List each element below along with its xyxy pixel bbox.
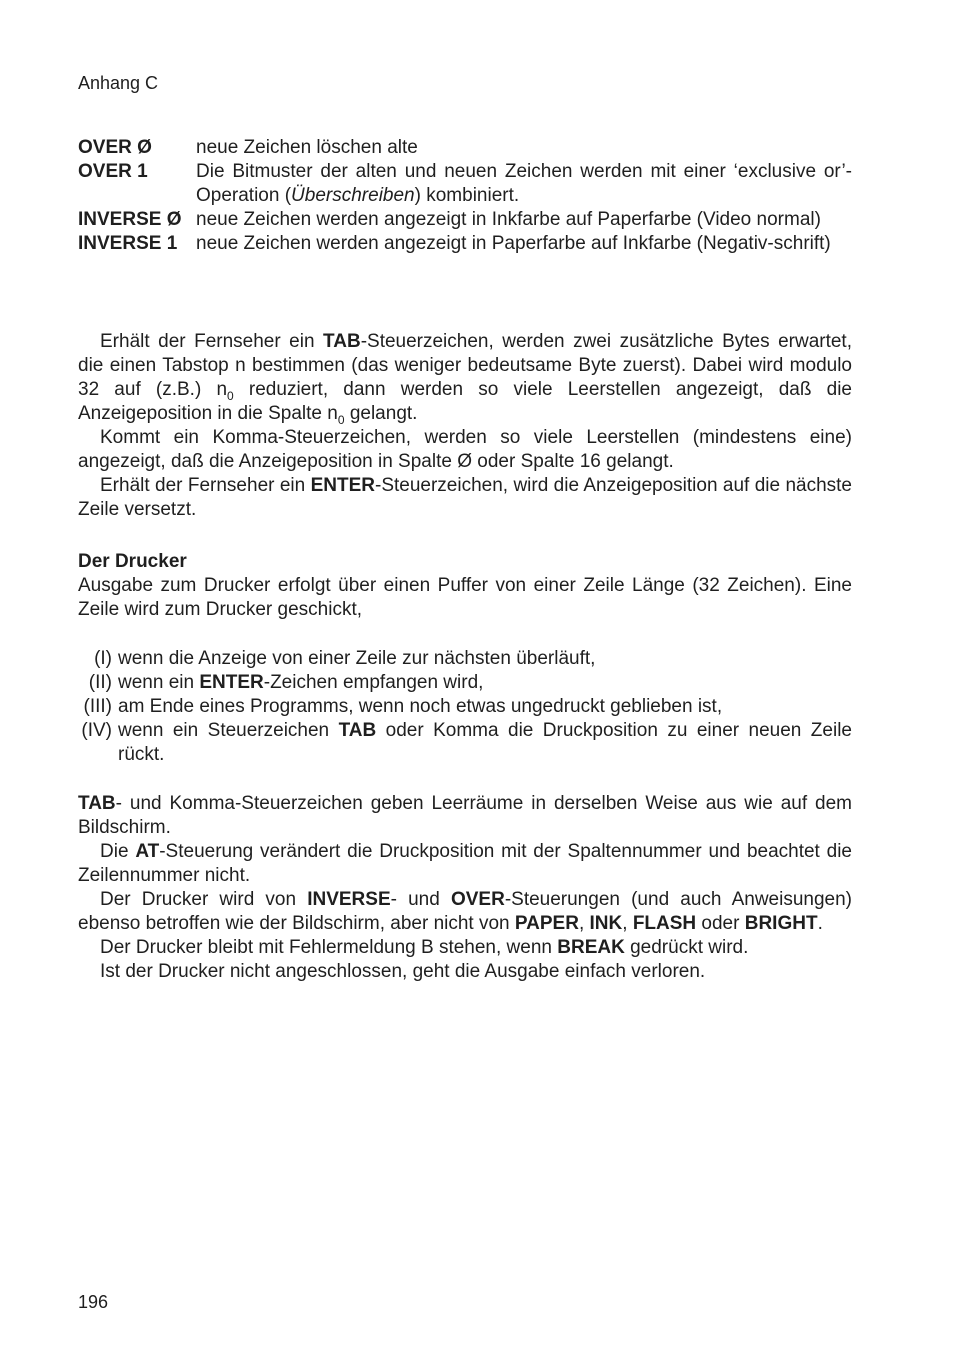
definition-term: OVER 1: [78, 161, 148, 182]
text-run: gelangt.: [344, 403, 418, 424]
lost-paragraph: Ist der Drucker nicht angeschlossen, geht die Ausgabe einfach verloren.: [100, 961, 706, 982]
definition-desc: [196, 160, 852, 208]
definition-list: [78, 136, 852, 256]
subscript: 0: [337, 412, 345, 427]
text-run: Erhält der Fernseher ein: [100, 331, 324, 352]
drucker-section: [78, 550, 852, 622]
list-text: [118, 719, 852, 767]
text-run: .: [817, 913, 823, 934]
keyword: ENTER: [199, 672, 264, 693]
list-text: [118, 671, 852, 695]
text-run: Die Bitmuster der alten und neuen Zeichen werden mit einer ‘exclusive or’-Operation (: [196, 161, 852, 206]
definition-item: [78, 136, 852, 160]
keyword: BRIGHT: [744, 913, 818, 934]
break-paragraph: [78, 936, 852, 960]
text-run: oder: [696, 913, 745, 934]
italic-term: Überschreiben: [291, 185, 415, 206]
text-run: Der Drucker bleibt mit Fehlermeldung B stehen, wenn: [100, 937, 558, 958]
definition-desc: neue Zeichen werden angezeigt in Paperfarbe auf Inkfarbe (Negativ-schrift): [196, 233, 831, 254]
text-run: Der Drucker wird von: [100, 889, 308, 910]
keyword: TAB: [323, 331, 361, 352]
definition-item: [78, 232, 852, 256]
keyword: AT: [135, 841, 160, 862]
list-item: [78, 695, 852, 719]
keyword: TAB: [78, 793, 116, 814]
text-run: reduziert, dann werden so viele Leerstellen angezeigt, daß die Anzeigeposition in die Spalte n: [78, 379, 852, 424]
text-run: ,: [622, 913, 633, 934]
text-run: ,: [578, 913, 590, 934]
list-item: [78, 671, 852, 695]
keyword: INK: [589, 913, 623, 934]
list-text: am Ende eines Programms, wenn noch etwas ungedruckt geblieben ist,: [118, 696, 723, 717]
screen-section: [78, 330, 852, 522]
list-number: (III): [83, 696, 112, 717]
text-run: Die: [100, 841, 136, 862]
section-heading: Der Drucker: [78, 551, 187, 572]
definition-desc: neue Zeichen werden angezeigt in Inkfarbe auf Paperfarbe (Video normal): [196, 209, 821, 230]
text-run: Erhält der Fernseher ein: [100, 475, 311, 496]
text-run: wenn ein Steuerzeichen: [118, 720, 339, 741]
text-run: ) kombiniert.: [414, 185, 520, 206]
text-run: - und Komma-Steuerzeichen geben Leerräume in derselben Weise aus wie auf dem Bildschirm.: [78, 793, 852, 838]
definition-term: OVER Ø: [78, 137, 152, 158]
printer-notes-section: [78, 792, 852, 984]
keyword: BREAK: [557, 937, 625, 958]
text-run: -Steuerzeichen, wird die Anzeigeposition auf die nächste Zeile versetzt.: [78, 475, 852, 520]
drucker-intro: Ausgabe zum Drucker erfolgt über einen Puffer von einer Zeile Länge (32 Zeichen). Eine Zeile wird zum Drucker geschickt,: [78, 575, 852, 620]
at-paragraph: [78, 840, 852, 888]
text-run: -Steuerzeichen, werden zwei zusätzliche Bytes erwartet, die einen Tabstop n bestimmen (das weniger bedeutsame Byte zuerst). Dabei wird modulo 32 auf (z.B.) n: [78, 331, 852, 400]
keyword: INVERSE: [307, 889, 391, 910]
list-number: (I): [94, 648, 112, 669]
definition-term: INVERSE 1: [78, 233, 178, 254]
tab-paragraph: [78, 330, 852, 426]
keyword: OVER: [450, 889, 505, 910]
list-item: [78, 719, 852, 767]
keyword: PAPER: [514, 913, 579, 934]
list-text: wenn die Anzeige von einer Zeile zur nächsten überläuft,: [118, 648, 596, 669]
definition-term: INVERSE Ø: [78, 209, 182, 230]
text-run: oder Komma die Druckposition zu einer neuen Zeile rückt.: [118, 720, 852, 765]
enter-paragraph: [78, 474, 852, 522]
keyword: ENTER: [310, 475, 375, 496]
text-run: - und: [390, 889, 451, 910]
komma-paragraph: Kommt ein Komma-Steuerzeichen, werden so viele Leerstellen (mindestens eine) angezeigt, daß die Anzeigeposition in Spalte Ø oder Spalte 16 gelangt.: [78, 427, 852, 472]
list-number: (IV): [81, 720, 112, 741]
subscript: 0: [227, 388, 234, 403]
keyword: TAB: [338, 720, 377, 741]
definition-desc: neue Zeichen löschen alte: [196, 137, 418, 158]
condition-list-block: [78, 647, 852, 767]
list-item: [78, 647, 852, 671]
text-run: -Steuerung verändert die Druckposition mit der Spaltennummer und beachtet die Zeilennummer nicht.: [78, 841, 852, 886]
page-number: 196: [78, 1292, 109, 1312]
text-run: -Zeichen empfangen wird,: [263, 672, 484, 693]
condition-list: [78, 647, 852, 767]
inverse-paragraph: [78, 888, 852, 936]
running-header: Anhang C: [78, 73, 159, 93]
list-number: (II): [88, 672, 112, 693]
tab-komma-paragraph: [78, 792, 852, 840]
keyword: FLASH: [632, 913, 697, 934]
definition-item: [78, 160, 852, 208]
definition-item: [78, 208, 852, 232]
text-run: wenn ein: [118, 672, 200, 693]
text-run: -Steuerungen (und auch Anweisungen) ebenso betroffen wie der Bildschirm, aber nicht von: [78, 889, 852, 934]
text-run: gedrückt wird.: [624, 937, 749, 958]
